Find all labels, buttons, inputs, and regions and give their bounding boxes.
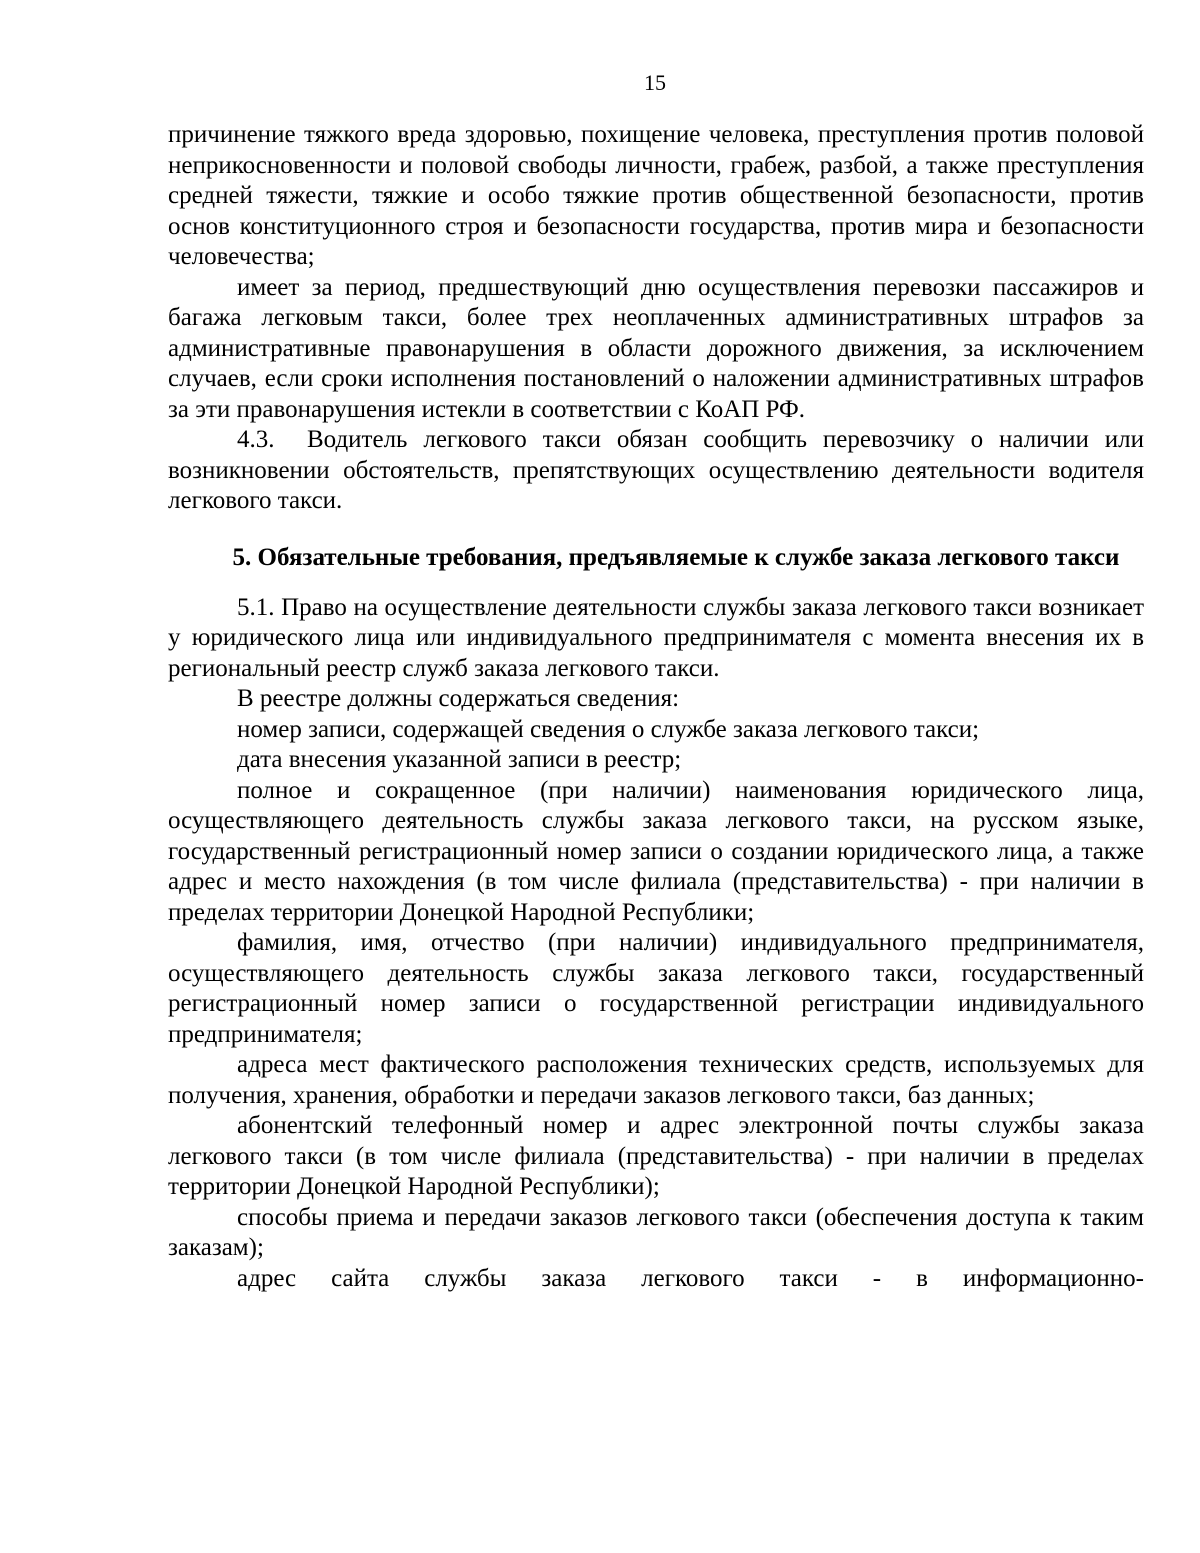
paragraph-website: адрес сайта службы заказа легкового такси - в информационно- bbox=[237, 1264, 1144, 1292]
paragraph-crimes-list: причинение тяжкого вреда здоровью, похищение человека, преступления против половой неприкосновенности и половой свободы личности, грабеж, разбой, а также преступления средней тяжести, тяжкие и особо тяжкие против общественной безопасности, против основ конституционного строя и безопасности государства, против мира и безопасности человечества; bbox=[168, 121, 1144, 270]
page-number: 15 bbox=[644, 70, 666, 95]
paragraph-item-4-3 bbox=[168, 425, 1144, 517]
paragraph-record-date: дата внесения указанной записи в реестр; bbox=[237, 746, 682, 773]
paragraph-5-1: 5.1. Право на осуществление деятельности службы заказа легкового такси возникает у юридического лица или индивидуального предпринимателя с момента внесения их в региональный реестр служб заказа легкового такси. bbox=[168, 593, 1144, 682]
item-number: 4.3. bbox=[237, 426, 275, 453]
paragraph-technical-means: адреса мест фактического расположения технических средств, используемых для получения, хранения, обработки и передачи заказов легкового такси, баз данных; bbox=[168, 1051, 1144, 1109]
paragraph-entrepreneur-name: фамилия, имя, отчество (при наличии) индивидуального предпринимателя, осуществляющего деятельность службы заказа легкового такси, государственный регистрационный номер записи о государственной регистрации индивидуального предпринимателя; bbox=[168, 929, 1144, 1048]
paragraph-contacts: абонентский телефонный номер и адрес электронной почты службы заказа легкового такси (в том числе филиала (представительства) - при наличии в пределах территории Донецкой Народной Республики); bbox=[168, 1112, 1144, 1200]
item-text: Водитель легкового такси обязан сообщить перевозчику о наличии или возникновении обстоятельств, препятствующих осуществлению деятельности водителя легкового такси. bbox=[168, 426, 1144, 514]
paragraph-unpaid-fines: имеет за период, предшествующий дню осуществления перевозки пассажиров и багажа легковым такси, более трех неоплаченных административных штрафов за административные правонарушения в области дорожного движения, за исключением случаев, если сроки исполнения постановлений о наложении административных штрафов за эти правонарушения истекли в соответствии с КоАП РФ. bbox=[168, 273, 1144, 423]
paragraph-legal-entity-name: полное и сокращенное (при наличии) наименования юридического лица, осуществляющего деятельность службы заказа легкового такси, на русском языке, государственный регистрационный номер записи о создании юридического лица, а также адрес и место нахождения (в том числе филиала (представительства) - при наличии в пределах территории Донецкой Народной Республики; bbox=[168, 776, 1144, 926]
paragraph-record-number: номер записи, содержащей сведения о службе заказа легкового такси; bbox=[237, 715, 980, 743]
section-heading: 5. Обязательные требования, предъявляемые к службе заказа легкового такси bbox=[232, 543, 1120, 571]
document-body bbox=[168, 120, 1144, 1294]
paragraph-registry-intro: В реестре должны содержаться сведения: bbox=[237, 685, 680, 712]
paragraph-order-methods: способы приема и передачи заказов легкового такси (обеспечения доступа к таким заказам); bbox=[168, 1203, 1144, 1261]
